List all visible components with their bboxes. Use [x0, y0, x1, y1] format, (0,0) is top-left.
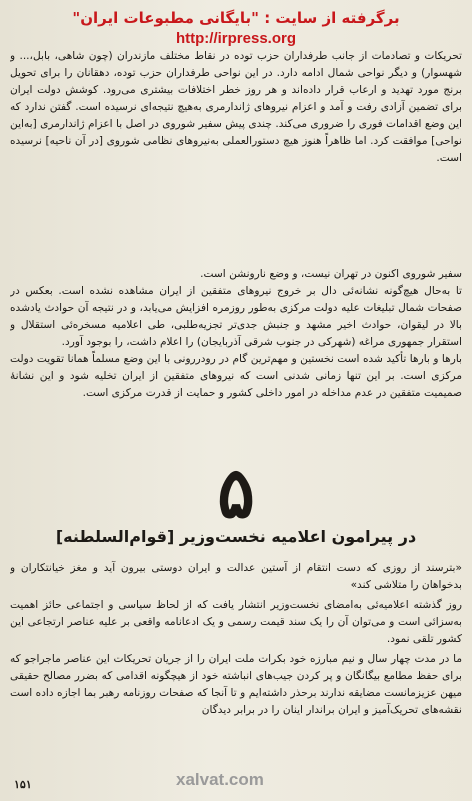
- watermark-title: برگرفته از سایت : "بایگانی مطبوعات ایران": [72, 9, 400, 27]
- source-watermark: [36, 8, 436, 48]
- quote-paragraph: «بترسند از روزی که دست انتقام از آستین عدالت و ایران دوستی بیرون آید و مغز خیانتکاران و بدخواهان را متلاشی کند»: [10, 562, 462, 591]
- watermark-url: http://irpress.org: [175, 30, 296, 47]
- paragraph: تا به‌حال هیچ‌گونه نشانه‌ئی دال بر خروج نیروهای متفقین از ایران مشاهده نشده است. بعکس در صفحات شمال تبلیغات علیه دولت مرکزی به‌طور روزمره افزایش می‌یابد، و در نتیجه آن حوادث یادشده بالا در لیقوان، حوادث اخیر مشهد و جنبش جدی‌تر تجزیه‌طلبی، طی اعلامیه مسخره‌ئی استقلال و استقرار جمهوری مراغه (شهرکی در جنوب شرقی آذربایجان) را اعلام داشت، را بوجود آورد.: [10, 285, 462, 348]
- paragraph: روز گذشته اعلامیه‌ئی به‌امضای نخست‌وزیر انتشار یافت که از لحاظ سیاسی و اجتماعی حائز اهمیت به‌سزائی است و می‌توان آن را یک سند قیمت رسمی و یک ادعانامه واقعی بر علیه عناصر ارتجاعی این کشور تلقی نمود.: [10, 599, 462, 645]
- site-watermark: xalvat.com: [176, 770, 264, 789]
- paragraph: تحریکات و تصادمات از جانب طرفداران حزب توده در نقاط مختلف مازندران (چون شاهی، بابل،... و شهسوار) و دیگر نواحی شمال ادامه دارد. در این نواحی طرفداران حزب توده، دهقانان را برای تحویل برنج مورد تهدید و ارعاب قرار داده‌اند و هر روز خطر اختلافات بیشتری می‌رود. کوشش دولت ایران برای تضمین آزادی رفت و آمد و اعزام نیروهای ژاندارمری به‌هیچ نتیجه‌ای نرسیده است. گفتن ندارد که این وضع اقدامات فوری را ضروری می‌کند. چندی پیش سفیر شوروی در اصل با اعزام ژاندارمری [به‌این نواحی] موافقت کرد. اما ظاهراً هنوز هیچ دستورالعملی به‌نیروهای نظامی شوروی [در آن ناحیه] نرسیده است.: [10, 50, 462, 164]
- chapter-title: در پیرامون اعلامیه نخست‌وزیر [قوام‌السلطنه]: [55, 527, 417, 546]
- chapter-number: ۵: [217, 451, 255, 534]
- paragraph: ما در مدت چهار سال و نیم مبارزه خود بکرات ملت ایران را از جریان تحریکات این عناصر ماجراجو که برای حفظ مطامع بیگانگان و پر کردن جیب‌های انباشته خود از هیچگونه اقدامی که بضرر مصالح حقیقی میهن عزیزمانست مضایقه ندارند برحذر داشته‌ایم و تا آنجا که صفحات روزنامه رهبر بما اجازه داده است نقشه‌های تحریک‌آمیز و ایران براندار اینان را در برابر دیدگان: [10, 653, 462, 716]
- text-block-bottom: [10, 560, 462, 775]
- paragraph: بارها و بارها تأکید شده است نخستین و مهم‌ترین گام در رودررونی با این وضع مسلماً همانا تقویت دولت مرکزی است. بر این تنها زمانی شدنی است که نیروهای متفقین از ایران تخلیه شود و این نشانهٔ صمیمیت متفقین در عدم مداخله در امور داخلی کشور و حمایت از قدرت مرکزی است.: [10, 353, 462, 399]
- paragraph: سفیر شوروی اکنون در تهران نیست، و وضع نارونشن است.: [200, 268, 462, 280]
- text-block-middle: [10, 266, 462, 476]
- page-number: ۱۵۱: [14, 778, 32, 791]
- text-block-top: [10, 48, 462, 263]
